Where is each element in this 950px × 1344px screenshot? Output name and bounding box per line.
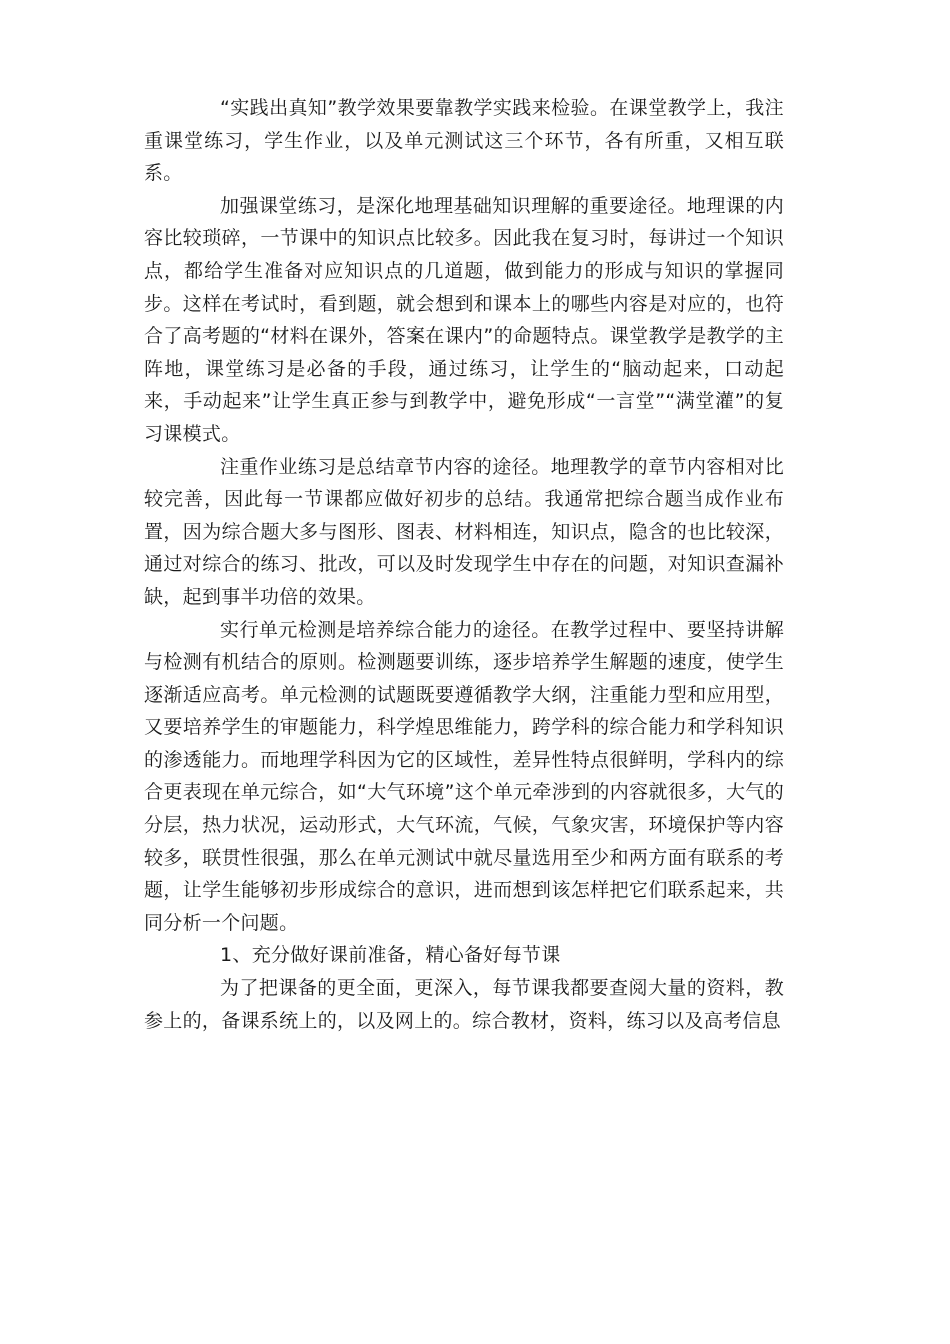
paragraph-homework-practice: 注重作业练习是总结章节内容的途径。地理教学的章节内容相对比较完善，因此每一节课都应做好初步的总结。我通常把综合题当成作业布置，因为综合题大多与图形、图表、材料相连，知识点，隐含的也比较深，通过对综合的练习、批改，可以及时发现学生中存在的问题，对知识查漏补缺，起到事半功倍的效果。 xyxy=(144,455,784,608)
paragraph-lesson-prep: 为了把课备的更全面，更深入，每节课我都要查阅大量的资料，教参上的，备课系统上的，以及网上的。综合教材，资料，练习以及高考信息 xyxy=(144,977,784,1032)
paragraph-classroom-practice: 加强课堂练习，是深化地理基础知识理解的重要途径。地理课的内容比较琐碎，一节课中的知识点比较多。因此我在复习时，每讲过一个知识点，都给学生准备对应知识点的几道题，做到能力的形成与知识的掌握同步。这样在考试时，看到题，就会想到和课本上的哪些内容是对应的，也符合了高考题的“材料在课外，答案在课内”的命题特点。课堂教学是教学的主阵地，课堂练习是必备的手段，通过练习，让学生的“脑动起来，口动起来，手动起来”让学生真正参与到教学中，避免形成“一言堂”“满堂灌”的复习课模式。 xyxy=(144,194,784,445)
section-heading-lesson-prep: 1、充分做好课前准备，精心备好每节课 xyxy=(220,944,561,967)
paragraph-unit-testing: 实行单元检测是培养综合能力的途径。在教学过程中、要坚持讲解与检测有机结合的原则。检测题要训练，逐步培养学生解题的速度，使学生逐渐适应高考。单元检测的试题既要遵循教学大纲，注重能力型和应用型，又要培养学生的审题能力，科学煌思维能力，跨学科的综合能力和学科知识的渗透能力。而地理学科因为它的区域性，差异性特点很鲜明，学科内的综合更表现在单元综合，如“大气环境”这个单元牵涉到的内容就很多，大气的分层，热力状况，运动形式，大气环流，气候，气象灾害，环境保护等内容较多，联贯性很强，那么在单元测试中就尽量选用至少和两方面有联系的考题，让学生能够初步形成综合的意识，进而想到该怎样把它们联系起来，共同分析一个问题。 xyxy=(144,618,784,934)
paragraph-practice-intro: “实践出真知”教学效果要靠教学实践来检验。在课堂教学上，我注重课堂练习，学生作业，以及单元测试这三个环节，各有所重，又相互联系。 xyxy=(144,97,784,185)
document-body xyxy=(144,92,784,1037)
